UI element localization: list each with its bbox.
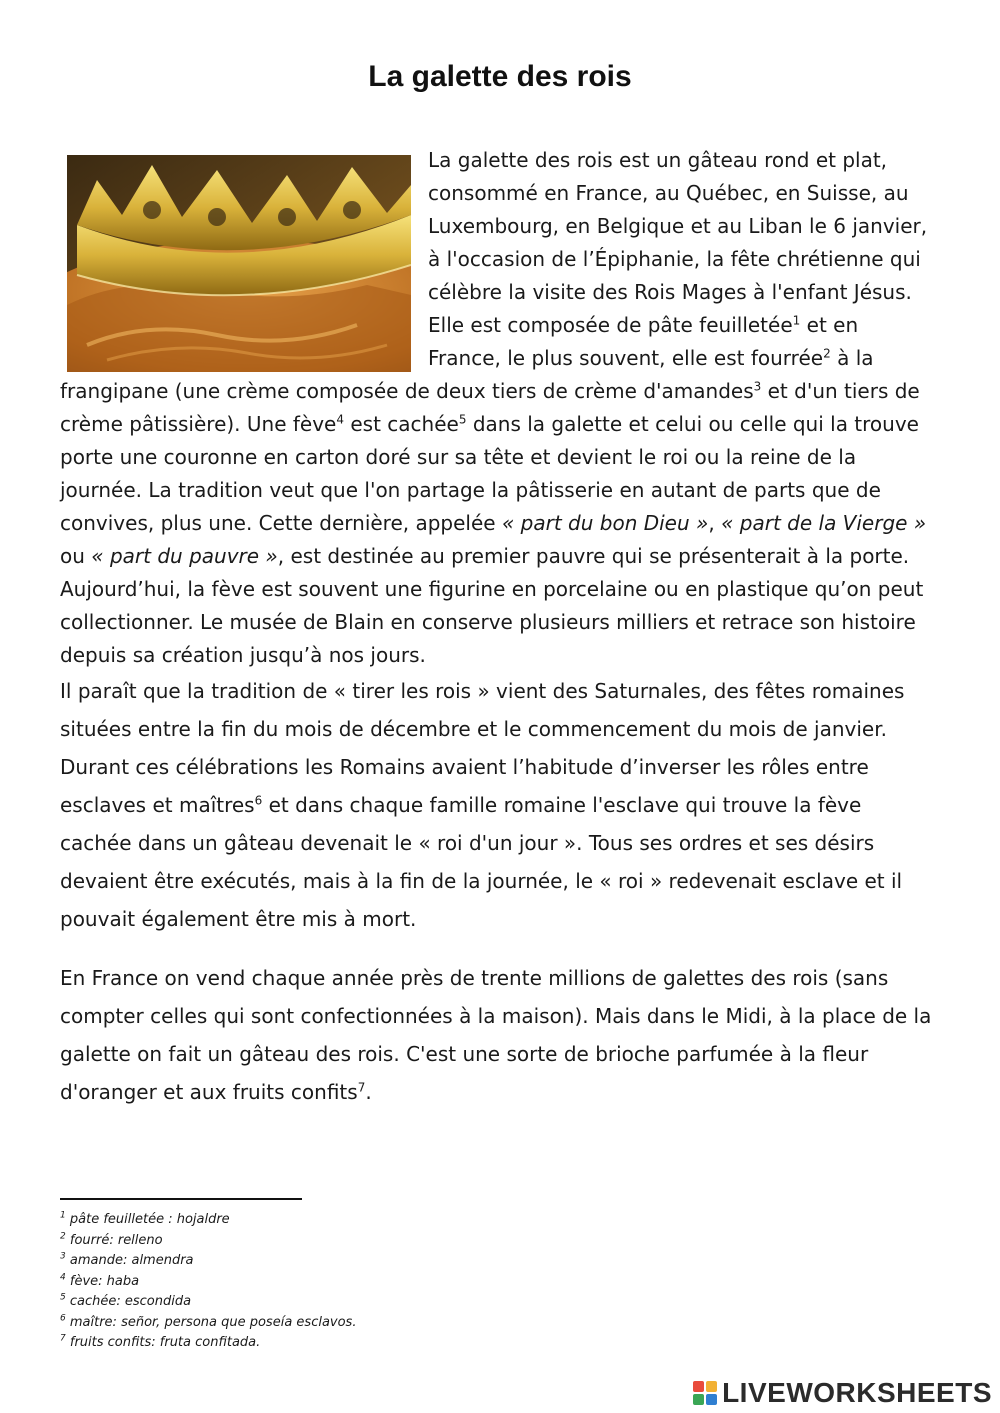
- footnote-ref-2: 2: [823, 346, 831, 361]
- footnotes-list: [60, 1210, 660, 1354]
- footnote-ref-1: 1: [792, 313, 801, 328]
- footnote-item: $^3$ amande: almendra: [60, 1251, 194, 1268]
- footnote-item: $^4$ fève: haba: [60, 1272, 140, 1289]
- page-title: La galette des rois: [368, 60, 632, 93]
- footnote-item: $^6$ maître: señor, persona que poseía esclavos.: [60, 1313, 357, 1330]
- paragraph-1: La galette des rois est un gâteau rond et plat, consommé en France, au Québec, en Suisse, au Luxembourg, en Belgique et au Liban le 6 janvier, à l'occasion de l’Épiphanie, la fête chrétienne qui célèbre la visite des Rois Mages à l'enfant Jésus.: [428, 148, 928, 304]
- footnote-item: $^2$ fourré: relleno: [60, 1231, 163, 1248]
- brand-text: LIVEWORKSHEETS: [722, 1377, 992, 1408]
- article-body: [60, 144, 936, 1111]
- footnote-ref-6: 6: [254, 793, 263, 808]
- footnote-divider: [60, 1198, 302, 1200]
- liveworksheets-brand[interactable]: [692, 1376, 992, 1410]
- footnote-item: $^7$ fruits confits: fruta confitada.: [60, 1333, 261, 1350]
- footnote-item: $^1$ pâte feuilletée : hojaldre: [60, 1210, 230, 1227]
- liveworksheets-logo-icon: [692, 1380, 718, 1406]
- paragraph-3: Aujourd’hui, la fève est souvent une figurine en porcelaine ou en plastique qu’on peut collectionner. Le musée de Blain en conserve plusieurs milliers et retrace son histoire depuis sa création jusqu’à nos jours.: [60, 577, 924, 667]
- footnote-ref-4: 4: [336, 412, 344, 427]
- footnote-ref-3: 3: [753, 379, 762, 394]
- footnote-item: $^5$ cachée: escondida: [60, 1292, 192, 1309]
- paragraph-4: Il paraît que la tradition de « tirer les rois » vient des Saturnales, des fêtes romaines situées entre la fin du mois de décembre et le commencement du mois de janvier. Durant ces célébrations les Romains avaient l’habitude d’inverser les rôles entre esclaves et maîtres$^6$ et dans chaque famille romaine l'esclave qui trouve la fève cachée dans un gâteau devenait le « roi d'un jour ». Tous ses ordres et ses désirs devaient être exécutés, mais à la fin de la journée, le « roi » redevenait esclave et il pouvait également être mis à mort.: [60, 679, 905, 931]
- paragraph-2: Elle est composée de pâte feuilletée$^1$ et en France, le plus souvent, elle est fourrée$^2$ à la frangipane (une crème composée de deux tiers de crème d'amandes$^3$ et d'un tiers de crème pâtissière). Une fève$^4$ est cachée$^5$ dans la galette et celui ou celle qui la trouve porte une couronne en carton doré sur sa tête et devient le roi ou la reine de la journée. La tradition veut que l'on partage la pâtisserie en autant de parts que de convives, plus une. Cette dernière, appelée « part du bon Dieu », « part de la Vierge » ou « part du pauvre », est destinée au premier pauvre qui se présenterait à la porte.: [60, 313, 927, 568]
- paragraph-5: En France on vend chaque année près de trente millions de galettes des rois (sans compter celles qui sont confectionnées à la maison). Mais dans le Midi, à la place de la galette on fait un gâteau des rois. C'est une sorte de brioche parfumée à la fleur d'oranger et aux fruits confits$^7$.: [60, 966, 932, 1104]
- footnote-ref-5: 5: [458, 412, 467, 427]
- footnote-ref-7: 7: [357, 1080, 366, 1095]
